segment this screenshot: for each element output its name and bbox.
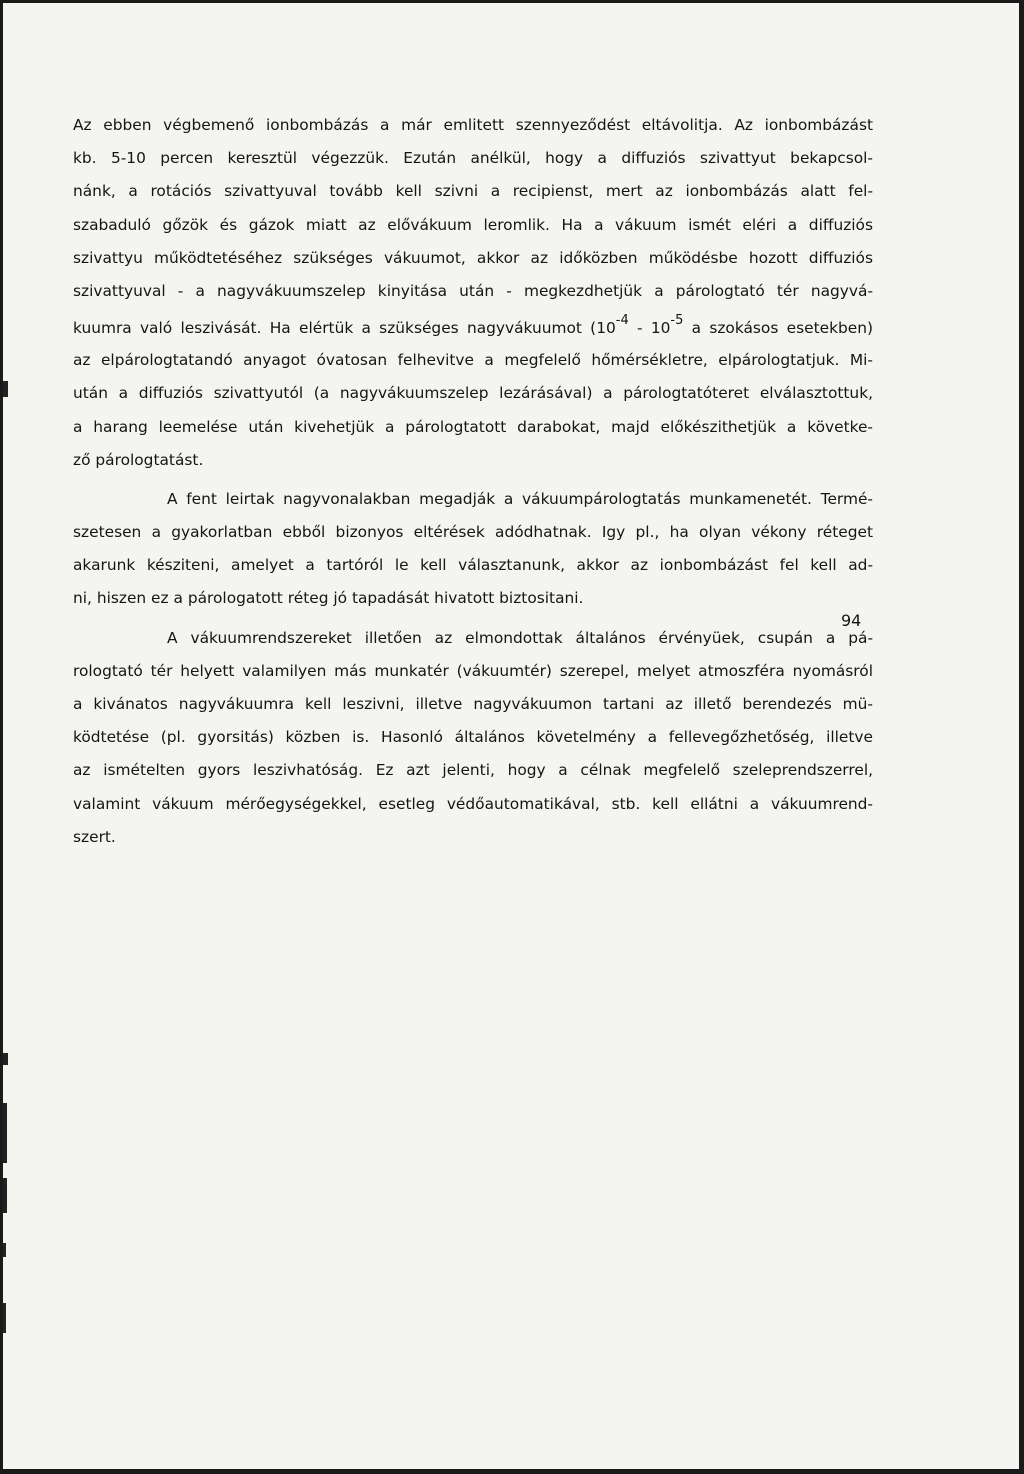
- text-line: A vákuumrendszereket illetően az elmondottak általános érvényüek, csupán a pá-: [167, 628, 873, 647]
- text-line: az elpárologtatandó anyagot óvatosan felhevitve a megfelelő hőmérsékletre, elpárologtatjuk. Mi-: [73, 351, 873, 370]
- text-line: kb. 5-10 percen keresztül végezzük. Ezután anélkül, hogy a diffuziós szivattyut bekapcsol-: [73, 149, 873, 168]
- text-line-with-exponents: [73, 308, 873, 344]
- text-line: Az ebben végbemenő ionbombázás a már emlitett szennyeződést eltávolitja. Az ionbombázást: [73, 116, 873, 134]
- scan-artifact: [3, 1178, 7, 1213]
- text-line: szivattyu működtetéséhez szükséges vákuumot, akkor az időközben működésbe hozott diffuziós: [73, 248, 873, 267]
- text-line: ni, hiszen ez a párologatott réteg jó tapadását hivatott biztositani.: [73, 589, 584, 608]
- scan-artifact: [3, 1053, 8, 1065]
- text-line: a kivánatos nagyvákuumra kell leszivni, illetve nagyvákuumon tartani az illető berendezés mü-: [73, 695, 873, 713]
- text-line: az ismételten gyors leszivhatóság. Ez azt jelenti, hogy a célnak megfelelő szeleprendszerrel,: [73, 761, 873, 780]
- page-number: 94: [841, 611, 862, 630]
- text-line: szetesen a gyakorlatban ebből bizonyos eltérések adódhatnak. Igy pl., ha olyan vékony réteget: [73, 523, 873, 542]
- text-line: után a diffuziós szivattyutól (a nagyvákuumszelep lezárásával) a párologtatóteret elválasztottuk,: [73, 384, 873, 403]
- text-line: A fent leirtak nagyvonalakban megadják a vákuumpárologtatás munkamenetét. Termé-: [167, 489, 873, 508]
- text-line: szert.: [73, 827, 116, 846]
- scan-artifact: [3, 1243, 6, 1257]
- scan-artifact: [3, 1303, 6, 1333]
- text-segment: a szokásos esetekben): [683, 319, 873, 338]
- exponent: -4: [615, 313, 629, 329]
- scan-artifact: [3, 381, 8, 397]
- text-line: szabaduló gőzök és gázok miatt az elővákuum leromlik. Ha a vákuum ismét eléri a diffuziós: [73, 215, 873, 234]
- text-line: ködtetése (pl. gyorsitás) közben is. Hasonló általános követelmény a fellevegőzhetőség, illetve: [73, 728, 873, 747]
- text-line: valamint vákuum mérőegységekkel, esetleg védőautomatikával, stb. kell ellátni a vákuumrend-: [73, 794, 873, 813]
- text-line: a harang leemelése után kivehetjük a párologtatott darabokat, majd előkészithetjük a követke-: [73, 417, 873, 436]
- text-segment: - 10: [628, 319, 671, 338]
- text-line: szivattyuval - a nagyvákuumszelep kinyitása után - megkezdhetjük a párologtató tér nagyvá-: [73, 281, 873, 300]
- document-page: [3, 3, 1019, 1469]
- text-segment: kuumra való leszivását. Ha elértük a szükséges nagyvákuumot (10: [73, 319, 616, 338]
- text-line: rologtató tér helyett valamilyen más munkatér (vákuumtér) szerepel, melyet atmoszféra nyomásról: [73, 661, 873, 680]
- text-line: ző párologtatást.: [73, 450, 204, 469]
- text-line: nánk, a rotációs szivattyuval tovább kell szivni a recipienst, mert az ionbombázás alatt fel-: [73, 182, 873, 201]
- body-text: [73, 109, 873, 854]
- text-line: akarunk késziteni, amelyet a tartóról le kell választanunk, akkor az ionbombázást fel kell ad-: [73, 556, 873, 575]
- scan-artifact: [3, 1103, 7, 1163]
- exponent: -5: [670, 313, 684, 329]
